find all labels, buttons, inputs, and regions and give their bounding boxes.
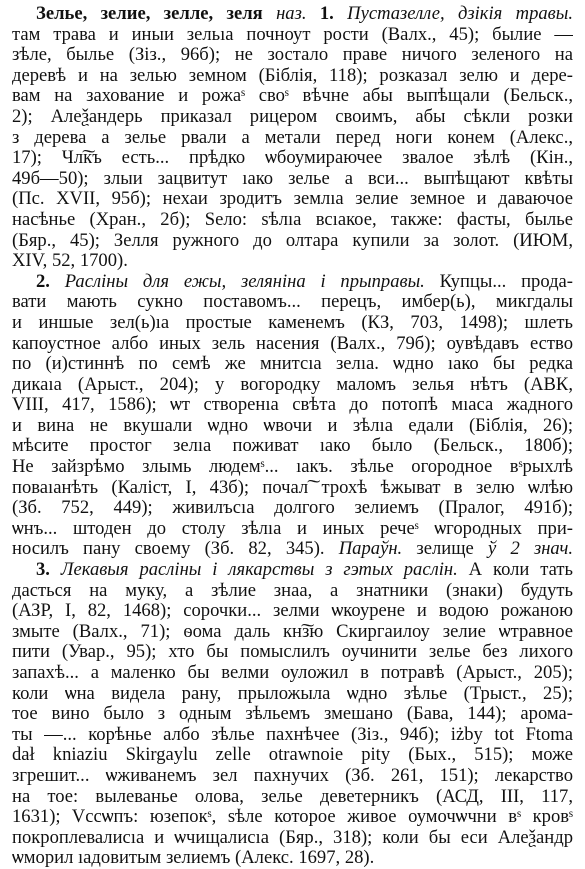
sense-1-line: з дерева а зелье рвали а метали перед ноги конем (Алекс., [12, 127, 573, 148]
sense-2-line: по (и)стиннѣ по семѣ же мнитсıа зелıа. ѡдно ıако бы редка [12, 354, 573, 375]
sense-3-line: (АЗР, I, 82, 1468); сорочки... зелми ѡкоурене и водою рожаною [12, 601, 573, 622]
sense-3-line: дасться на муку, а зѣлие знаа, а знатники (знаки) будуть [12, 580, 573, 601]
sense-1-line: вам на захование и рожаˢ своˢ вѣчне абы выпѣщали (Бельск., [12, 86, 573, 107]
sense-3-definition: Лекавыя расліны і лякарствы з гэтых раслін. [60, 560, 458, 581]
sense-3-line: змыте (Валх., 71); ѳома даль кн͠зю Скиргаилоу зелие ѡтравное [12, 621, 573, 642]
sense-3-body [12, 581, 573, 869]
part-of-speech: наз. [276, 4, 307, 24]
sense-1-line: (Бяр., 45); Зелля ружного до олтара купили за золот. (ИЮМ, [12, 230, 573, 251]
sense-2-line: и иншые зел(ь)ıа простые каменемъ (КЗ, 703, 1498); шлеть [12, 312, 573, 333]
sense-1-line: деревѣ и на зелью земном (Біблія, 118); розказал зелю и дере- [12, 65, 573, 86]
sense-3-line: 1631); Vccѡпъ: юзепокˢ, ѕѣле которое живое оумочѡчни вˢ кровˢ [12, 807, 573, 828]
entry-header-line [12, 4, 573, 25]
cross-reference-tail: ў 2 знач. [488, 539, 573, 560]
sense-2-line: капоустное албо иных зель насения (Валх., 79б); оувѣдавъ ество [12, 333, 573, 354]
sense-2-line: ѡнъ... штоден до столу зѣлıа и иных речеˢ ѡгородных при- [12, 518, 573, 539]
sense-2-header-line [12, 272, 573, 293]
cross-reference-label: Параўн. [338, 539, 403, 560]
sense-1-line: там трава и иныи зельıа почноут рости (Валх., 45); былие — [12, 24, 573, 45]
sense-1-line: XIV, 52, 1700). [12, 251, 128, 272]
cross-reference-word: зелище [416, 539, 474, 560]
sense-3-line: запахѣ... а маленко бы велми оуложил в потравѣ (Арыст., 205); [12, 663, 573, 683]
sense-2-line: вати мають сукно поставомъ... перецъ, имбер(ь), микгдалы [12, 292, 573, 313]
sense-1-line: 2); Алеѯандерь приказал рицером своимъ, абы сѣкли розки [12, 106, 573, 127]
sense-3-lead-text: А коли тать [468, 560, 573, 581]
sense-1-number: 1. [319, 4, 334, 24]
sense-2-lead-text: Купцы... прода- [439, 271, 573, 292]
sense-3-line: на тое: вылеванье олова, зелье деветерникъ (АСД, III, 117, [12, 786, 573, 807]
sense-3-line: ѡморил ıадовитым зелиемъ (Алекс. 1697, 28). [12, 848, 375, 869]
sense-3-header-line [12, 560, 573, 581]
sense-1-line: зѣле, былье (Зіз., 96б); не зостало праве ничого зеленого на [12, 45, 573, 66]
sense-1-line: насѣнье (Хран., 2б); Ѕелo: ѕѣлıа всıакое, также: фасты, былье [12, 209, 573, 230]
sense-3-line: тое вино было з одным зѣльемъ змешано (Бава, 144); арома- [12, 704, 573, 725]
sense-2-number: 2. [36, 271, 50, 292]
sense-2-definition: Расліны для ежы, зеляніна і прыправы. [64, 271, 425, 292]
sense-1-body [12, 25, 573, 272]
sense-3-line: коли ѡна видела рану, прыложыла ѡдно зѣлье (Трыст., 25); [12, 683, 573, 704]
sense-3-number: 3. [36, 560, 50, 581]
sense-3-line: ты —... корѣнье албо зѣлье пахнѣчее (Зіз., 94б); iżby tot Ftoma [12, 724, 573, 745]
sense-1-definition: Пустазелле, дзікія травы. [347, 4, 573, 24]
sense-2-final-line [12, 539, 573, 560]
sense-2-line: носилъ пану своему (Зб. 82, 345). [12, 539, 325, 560]
sense-2-line: мѣсите простог зелıа поживат ıако было (Бельск., 180б); [12, 436, 573, 457]
sense-3-line: згрешит... ѡживанемъ зел пахнучих (Зб. 261, 151); лекарство [12, 765, 573, 786]
sense-2-line: поваıанѣть (Каліст, I, 43б); почал͠ трохѣ ѣжыват в зелю ѡлѣю [12, 477, 573, 498]
sense-2-line: Не зайзрѣмо злымь людемˢ... ıакъ. зѣлье огородное вˢрыхлѣ [12, 457, 573, 478]
sense-1-line: 17); Чл͠къ есть... прѣдко ѡбоумираючее звалое зѣлѣ (Кін., [12, 148, 573, 169]
sense-1-line: (Пс. XVII, 95б); нехаи зродитъ землıа зелие земное и даваючое [12, 189, 573, 210]
sense-2-line: дикаıа (Арыст., 204); у вогородку маломъ зелья нѣтъ (АВК, [12, 374, 573, 395]
sense-2-line: и вина не вкушали ѡдно ѡвочи и зѣлıа едали (Біблія, 26); [12, 415, 573, 436]
sense-1-line: 49б—50); злыи зацвитут ıако зелье а вси... выпѣщают квѣты [12, 168, 573, 189]
headword: Зелье, зелие, зелле, зеля [36, 4, 263, 24]
sense-3-line: пити (Увар., 95); хто бы помыслилъ оучинити зелье без лихого [12, 642, 573, 663]
sense-2-line: (Зб. 752, 449); живилъсıа долгого зелиемъ (Пралог, 491б); [12, 498, 573, 519]
sense-3-line: dał kniaziu Skirgaylu zelle otrawnoie pity (Бых., 515); може [12, 745, 573, 766]
sense-2-line: VIII, 417, 1586); ѡт створенıа свѣта до потопѣ мıаса жадного [12, 395, 573, 416]
sense-3-line: покроплевалисıа и ѡчищалисıа (Бяр., 318); коли бы еси Алеѯандр [12, 827, 573, 848]
sense-2-body [12, 292, 573, 560]
